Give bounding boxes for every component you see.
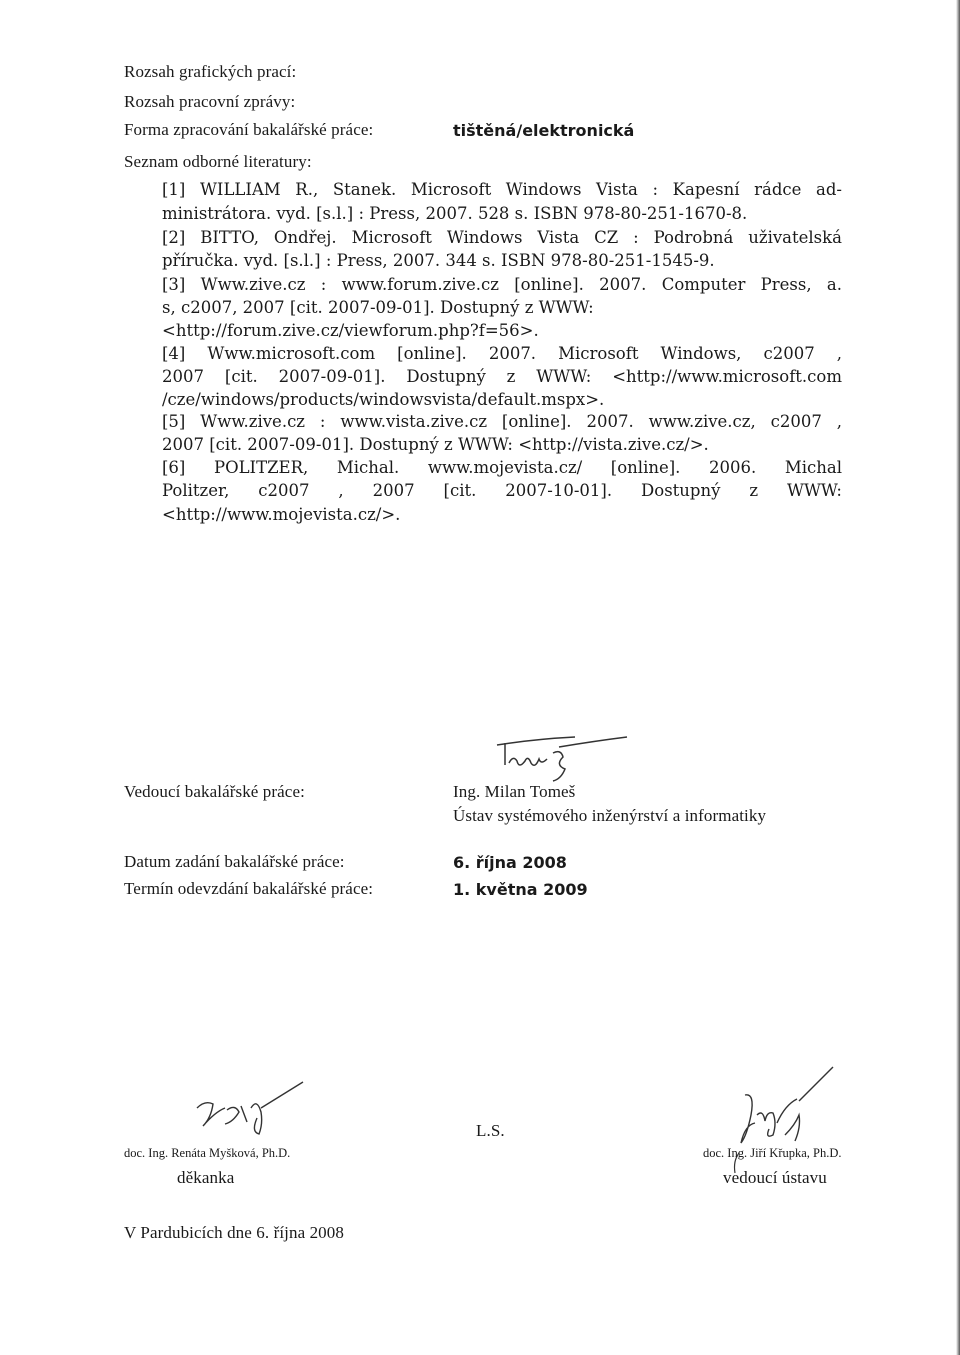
head-title: vedoucí ústavu <box>723 1168 827 1187</box>
supervisor-label: Vedoucí bakalářské práce: <box>124 782 305 801</box>
assigned-date-label: Datum zadání bakalářské práce: <box>124 852 345 871</box>
reference-line: 2007 [cit. 2007-09-01]. Dostupný z WWW: <http://vista.zive.cz/>. <box>162 435 709 454</box>
supervisor-name: Ing. Milan Tomeš <box>453 782 576 801</box>
reference-line: <http://forum.zive.cz/viewforum.php?f=56>. <box>162 321 539 340</box>
supervisor-institute: Ústav systémového inženýrství a informatiky <box>453 806 767 825</box>
reference-line: [1] WILLIAM R., Stanek. Microsoft Windows Vista : Kapesní rádce ad- <box>162 180 842 199</box>
reference-line: [2] BITTO, Ondřej. Microsoft Windows Vista CZ : Podrobná uživatelská <box>162 228 842 247</box>
seal-mark: L.S. <box>476 1121 505 1140</box>
head-name: doc. Ing. Jiří Křupka, Ph.D. <box>703 1146 842 1160</box>
reference-line: příručka. vyd. [s.l.] : Press, 2007. 344 s. ISBN 978-80-251-1545-9. <box>162 251 715 270</box>
dean-signature <box>185 1078 315 1148</box>
graphics-scope-label: Rozsah grafických prací: <box>124 62 297 81</box>
reference-line: s, c2007, 2007 [cit. 2007-09-01]. Dostupný z WWW: <box>162 298 594 317</box>
dean-name: doc. Ing. Renáta Myšková, Ph.D. <box>124 1146 291 1160</box>
literature-label: Seznam odborné literatury: <box>124 152 312 171</box>
reference-line: 2007 [cit. 2007-09-01]. Dostupný z WWW: <http://www.microsoft.com <box>162 367 842 386</box>
reference-line: <http://www.mojevista.cz/>. <box>162 505 401 524</box>
reference-line: [5] Www.zive.cz : www.vista.zive.cz [online]. 2007. www.zive.cz, c2007 , <box>162 412 842 431</box>
place-date: V Pardubicích dne 6. října 2008 <box>124 1223 344 1242</box>
reference-line: Politzer, c2007 , 2007 [cit. 2007-10-01]. Dostupný z WWW: <box>162 481 842 500</box>
dean-title: děkanka <box>177 1168 235 1187</box>
deadline-date-label: Termín odevzdání bakalářské práce: <box>124 879 374 898</box>
reference-line: [3] Www.zive.cz : www.forum.zive.cz [online]. 2007. Computer Press, a. <box>162 275 842 294</box>
reference-line: /cze/windows/products/windowsvista/default.mspx>. <box>162 390 605 409</box>
supervisor-paraph <box>495 735 635 785</box>
form-value: tištěná/elektronická <box>453 121 635 140</box>
reference-line: ministrátora. vyd. [s.l.] : Press, 2007. 528 s. ISBN 978-80-251-1670-8. <box>162 204 748 223</box>
deadline-date-value: 1. května 2009 <box>453 880 588 899</box>
form-label: Forma zpracování bakalářské práce: <box>124 120 374 139</box>
report-scope-label: Rozsah pracovní zprávy: <box>124 92 296 111</box>
reference-line: [4] Www.microsoft.com [online]. 2007. Microsoft Windows, c2007 , <box>162 344 842 363</box>
reference-line: [6] POLITZER, Michal. www.mojevista.cz/ [online]. 2006. Michal <box>162 458 842 477</box>
assigned-date-value: 6. října 2008 <box>453 853 567 872</box>
scan-edge <box>956 0 960 1355</box>
